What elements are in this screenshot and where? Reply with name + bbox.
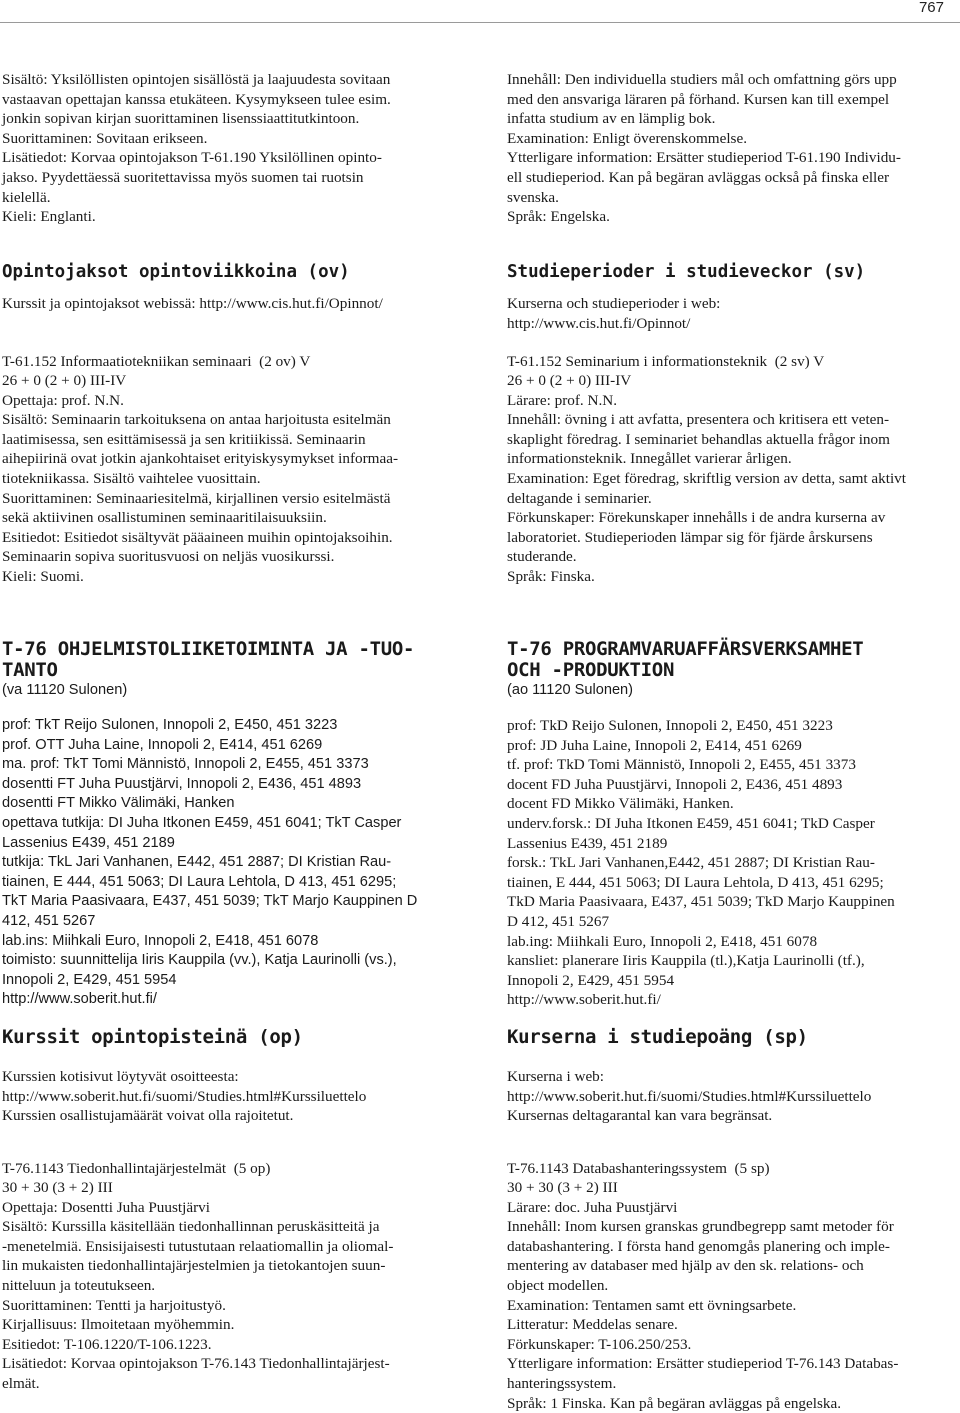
text-line: Examination: Tentamen samt ett övningsarbete. — [507, 1296, 797, 1314]
text-line: Kursernas deltagarantal kan vara begränsat. — [507, 1107, 773, 1125]
text-line: tiotekniikassa. Sisältö vaihtelee vuosittain. — [2, 469, 261, 487]
text-line: Kurserna och studieperioder i web: — [507, 295, 721, 312]
text-line: http://www.soberit.hut.fi/suomi/Studies.html#Kurssiluettelo — [2, 1087, 367, 1105]
text-line: opettava tutkija: DI Juha Itkonen E459, 451 6041; TkT Casper — [2, 814, 402, 831]
course-code: T-76.1143 Databashanteringssystem — [507, 1160, 727, 1177]
text-line: kansliet: planerare Iiris Kauppila (tl.),Katja Laurinolli (tf.), — [507, 952, 865, 970]
text-line: Kirjallisuus: Ilmoitetaan myöhemmin. — [2, 1316, 235, 1334]
text-line: TkT Maria Paasivaara, E437, 451 5039; TkT Marjo Kauppinen D — [2, 893, 418, 910]
text-line: Förkunskaper: T-106.250/253. — [507, 1335, 692, 1353]
text-line: Seminaarin sopiva suoritusvuosi on neljäs vuosikurssi. — [2, 548, 335, 566]
text-line: Lassenius E439, 451 2189 — [507, 834, 668, 852]
text-line: 26 + 0 (2 + 0) III-IV — [2, 372, 127, 389]
text-line: Innehåll: Inom kursen granskas grundbegrepp samt metoder för — [507, 1218, 894, 1236]
right-heading-t76-line2: OCH -PRODUKTION — [507, 659, 675, 681]
text-line: studerande. — [507, 548, 577, 566]
text-line: TkD Maria Paasivaara, E437, 451 5039; TkD Marjo Kauppinen — [507, 893, 895, 911]
left-web2 — [2, 1067, 455, 1126]
text-line: Lärare: prof. N.N. — [507, 391, 618, 409]
text-line: Opettaja: prof. N.N. — [2, 391, 124, 409]
text-line: Innehåll: övning i att avfatta, presentera och kritisera ett veten- — [507, 411, 890, 429]
text-line: dosentti FT Juha Puustjärvi, Innopoli 2, E436, 451 4893 — [2, 775, 362, 792]
text-line: Förkunskaper: Förekunskaper innehålls i de andra kurserna av — [507, 509, 886, 527]
header-rule — [0, 22, 960, 23]
text-line: Ytterligare information: Ersätter studieperiod T-76.143 Databas- — [507, 1355, 899, 1373]
right-course1-title — [507, 352, 960, 372]
left-heading-t76-line1: T-76 OHJELMISTOLIIKETOIMINTA JA -TUO- — [2, 638, 415, 660]
course-code: T-61.152 Seminarium i informationsteknik — [507, 353, 768, 370]
text-line: Suorittaminen: Tentti ja harjoitustyö. — [2, 1296, 226, 1314]
text-line: jakso. Pyydettäessä suoritettavissa myös suomen tai ruotsin — [2, 168, 364, 186]
left-heading-t76-line2: TANTO — [2, 659, 58, 681]
text-line: deltagande i seminarier. — [507, 489, 652, 507]
right-staff — [507, 716, 960, 1010]
text-line: underv.forsk.: DI Juha Itkonen E459, 451 6041; TkD Casper — [507, 814, 875, 832]
text-line: Ytterligare information: Ersätter studieperiod T-61.190 Individu- — [507, 149, 901, 167]
text-line: Examination: Enligt överenskommelse. — [507, 129, 747, 147]
text-line: Kieli: Suomi. — [2, 567, 84, 585]
text-line: Lisätiedot: Korvaa opintojakson T-76.143 Tiedonhallintajärjest- — [2, 1355, 390, 1373]
text-line: http://www.cis.hut.fi/Opinnot/ — [507, 314, 691, 332]
text-line: infatta studium av en lämplig bok. — [507, 110, 716, 128]
text-line: svenska. — [507, 188, 559, 206]
text-line: jonkin sopivan kirjan suorittaminen lisenssiaattitutkintoon. — [2, 110, 360, 128]
right-course2-body — [507, 1178, 960, 1413]
text-line: mentering av databaser med hjälp av den sk. relations- och — [507, 1257, 864, 1275]
text-line: aihepiirinä ovat jotkin ajankohtaiset erityiskysymykset informaa- — [2, 450, 399, 468]
text-line: tf. prof: TkD Tomi Männistö, Innopoli 2, E455, 451 3373 — [507, 756, 856, 774]
text-line: Lisätiedot: Korvaa opintojakson T-61.190 Yksilöllinen opinto- — [2, 149, 382, 167]
text-line: Innopoli 2, E429, 451 5954 — [507, 971, 675, 989]
text-line: Esitiedot: Esitiedot sisältyvät pääaineen muihin opintojaksoihin. — [2, 528, 393, 546]
text-line: Sisältö: Yksilöllisten opintojen sisällöstä ja laajuudesta sovitaan — [2, 71, 391, 88]
text-line: nitteluun ja toteutukseen. — [2, 1276, 156, 1294]
left-course1-title — [2, 352, 455, 372]
text-line: informationsteknik. Innegållet varierar årligen. — [507, 450, 792, 468]
text-line: sekä aktiivinen osallistuminen seminaaritilaisuuksiin. — [2, 509, 327, 527]
text-line: dosentti FT Mikko Välimäki, Hanken — [2, 795, 235, 812]
left-course2-title — [2, 1159, 455, 1179]
text-line: docent FD Juha Puustjärvi, Innopoli 2, E436, 451 4893 — [507, 775, 843, 793]
left-heading-t76-sub: (va 11120 Sulonen) — [2, 682, 128, 698]
text-line: prof: TkT Reijo Sulonen, Innopoli 2, E450, 451 3223 — [2, 717, 338, 733]
text-line: laatimisessa, sen esittämisessä ja sen kritiikissä. Seminaarin — [2, 430, 366, 448]
text-line: prof. OTT Juha Laine, Innopoli 2, E414, 451 6269 — [2, 736, 323, 753]
text-line: 30 + 30 (3 + 2) III — [507, 1179, 618, 1196]
text-line: lab.ins: Miihkali Euro, Innopoli 2, E418, 451 6078 — [2, 932, 319, 949]
text-line: Språk: 1 Finska. Kan på begäran avläggas på engelska. — [507, 1394, 842, 1412]
text-line: Innopoli 2, E429, 451 5954 — [2, 971, 177, 988]
right-course1-body — [507, 371, 960, 587]
text-line: tiainen, E 444, 451 5063; DI Laura Lehtola, D 413, 451 6295; — [507, 873, 884, 891]
text-line: ma. prof: TkT Tomi Männistö, Innopoli 2, E455, 451 3373 — [2, 756, 369, 773]
text-line: Litteratur: Meddelas senare. — [507, 1316, 678, 1334]
text-line: hanteringssystem. — [507, 1374, 617, 1392]
text-line: Sisältö: Kurssilla käsitellään tiedonhallinnan peruskäsitteitä ja — [2, 1218, 380, 1236]
text-line: toimisto: suunnittelija Iiris Kauppila (vv.), Katja Laurinolli (vs.), — [2, 952, 397, 969]
right-heading-credits-sp: Kurserna i studiepoäng (sp) — [507, 1026, 808, 1048]
text-line: D 412, 451 5267 — [507, 912, 610, 930]
course-credits: (5 op) — [233, 1160, 271, 1177]
text-line: 412, 451 5267 — [2, 912, 96, 929]
text-line: med den ansvariga läraren på förhand. Kursen kan till exempel — [507, 90, 890, 108]
text-line: Suorittaminen: Sovitaan erikseen. — [2, 129, 208, 147]
text-line: tutkija: TkL Jari Vanhanen, E442, 451 2887; DI Kristian Rau- — [2, 854, 392, 871]
text-line: Kieli: Englanti. — [2, 208, 96, 226]
text-line: Lärare: doc. Juha Puustjärvi — [507, 1198, 678, 1216]
course-credits: (5 sp) — [734, 1160, 770, 1177]
text-line: vastaavan opettajan kanssa etukäteen. Kysymykseen tulee esim. — [2, 90, 391, 108]
text-line: lin mukaisten tiedonhallintajärjestelmien ja tietokantojen suun- — [2, 1257, 386, 1275]
right-heading-t76-sub: (ao 11120 Sulonen) — [507, 682, 634, 698]
text-line: kielellä. — [2, 188, 51, 206]
page-number: 767 — [918, 0, 944, 16]
text-line: databashantering. I första hand genomgås planering och imple- — [507, 1237, 890, 1255]
text-line: Opettaja: Dosentti Juha Puustjärvi — [2, 1198, 210, 1216]
course-credits: (2 sv) V — [774, 353, 825, 370]
text-line: ell studieperiod. Kan på begäran avläggas också på finska eller — [507, 168, 890, 186]
right-heading-credits-sv: Studieperioder i studieveckor (sv) — [507, 262, 866, 282]
text-line: Språk: Engelska. — [507, 208, 610, 226]
left-staff — [2, 716, 455, 1010]
text-line: Innehåll: Den individuella studiers mål och omfattning görs upp — [507, 71, 897, 88]
text-line: Lassenius E439, 451 2189 — [2, 834, 175, 851]
text-line: skaplight föredrag. I seminariet behandlas aktuella frågor inom — [507, 430, 890, 448]
text-line: Kurserna i web: — [507, 1068, 604, 1085]
text-line: http://www.soberit.hut.fi/suomi/Studies.html#Kurssiluettelo — [507, 1087, 872, 1105]
text-line: 26 + 0 (2 + 0) III-IV — [507, 372, 632, 389]
text-line: Suorittaminen: Seminaariesitelmä, kirjallinen versio esitelmästä — [2, 489, 391, 507]
right-course2-title — [507, 1159, 960, 1179]
text-line: lab.ing: Miihkali Euro, Innopoli 2, E418, 451 6078 — [507, 932, 818, 950]
text-line: http://www.soberit.hut.fi/ — [2, 991, 157, 1008]
text-line: object modellen. — [507, 1276, 609, 1294]
right-web2 — [507, 1067, 960, 1126]
left-heading-credits-ov: Opintojaksot opintoviikkoina (ov) — [2, 262, 350, 282]
left-course1-body — [2, 371, 455, 587]
text-line: http://www.soberit.hut.fi/ — [507, 991, 661, 1009]
text-line: docent FD Mikko Välimäki, Hanken. — [507, 795, 734, 813]
text-line: prof: JD Juha Laine, Innopoli 2, E414, 451 6269 — [507, 736, 802, 754]
text-line: -menetelmiä. Ensisijaisesti tutustutaan relaatiomallin ja oliomal- — [2, 1237, 394, 1255]
course-code: T-76.1143 Tiedonhallintajärjestelmät — [2, 1160, 227, 1177]
text-line: Examination: Eget föredrag, skriftlig version av detta, samt aktivt — [507, 469, 906, 487]
right-web-link — [507, 294, 960, 333]
course-code: T-61.152 Informaatiotekniikan seminaari — [2, 353, 252, 370]
text-line: tiainen, E 444, 451 5063; DI Laura Lehtola, D 413, 451 6295; — [2, 873, 397, 890]
text-line: 30 + 30 (3 + 2) III — [2, 1179, 113, 1196]
left-web-link: Kurssit ja opintojaksot webissä: http://www.cis.hut.fi/Opinnot/ — [2, 295, 383, 312]
left-intro — [2, 70, 455, 227]
right-intro — [507, 70, 960, 227]
text-line: Kurssien kotisivut löytyvät osoitteesta: — [2, 1068, 239, 1085]
left-heading-credits-op: Kurssit opintopisteinä (op) — [2, 1026, 303, 1048]
course-credits: (2 ov) V — [259, 353, 311, 370]
text-line: laboratoriet. Studieperioden lämpar sig för fjärde årskursens — [507, 528, 873, 546]
text-line: forsk.: TkL Jari Vanhanen,E442, 451 2887; DI Kristian Rau- — [507, 854, 875, 872]
text-line: prof: TkD Reijo Sulonen, Innopoli 2, E450, 451 3223 — [507, 717, 833, 734]
text-line: Esitiedot: T-106.1220/T-106.1223. — [2, 1335, 212, 1353]
text-line: Språk: Finska. — [507, 567, 595, 585]
left-course2-body — [2, 1178, 455, 1394]
text-line: elmät. — [2, 1374, 40, 1392]
text-line: Kurssien osallistujamäärät voivat olla rajoitetut. — [2, 1107, 294, 1125]
text-line: Sisältö: Seminaarin tarkoituksena on antaa harjoitusta esitelmän — [2, 411, 391, 429]
right-heading-t76-line1: T-76 PROGRAMVARUAFFÄRSVERKSAMHET — [507, 638, 864, 660]
